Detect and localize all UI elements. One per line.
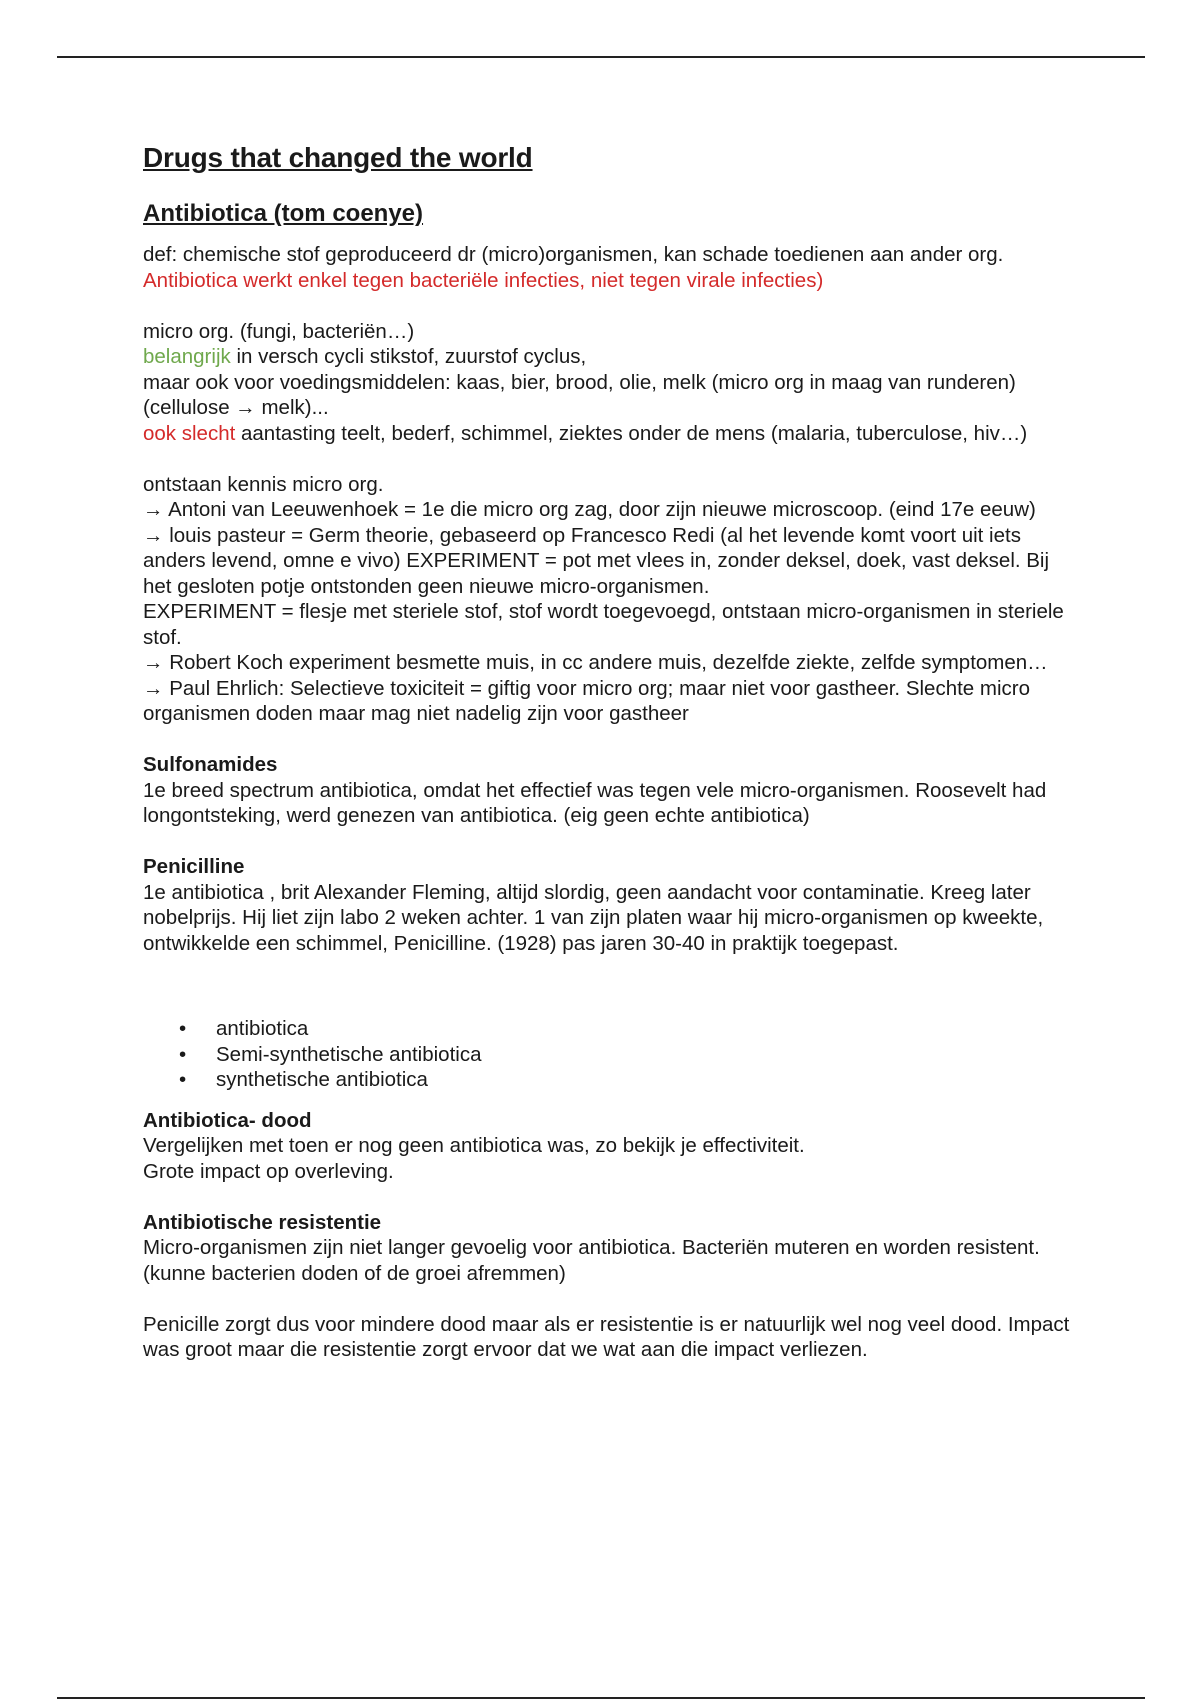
penicilline-heading: Penicilline bbox=[143, 855, 245, 878]
definition-paragraph bbox=[143, 242, 1083, 293]
penicilline-text: 1e antibiotica , brit Alexander Fleming, altijd slordig, geen aandacht voor contaminatie. Kreeg later nobelprijs. Hij liet zijn labo 2 weken achter. 1 van zijn platen waar hij micro-organismen op kweekte, ontwikkelde een schimmel, Penicilline. (1928) pas jaren 30-40 in praktijk toegepast. bbox=[143, 880, 1044, 955]
definition-highlight: Antibiotica werkt enkel tegen bacteriële infecties, niet tegen virale infecties) bbox=[143, 268, 824, 292]
dood-line-2: Grote impact op overleving. bbox=[143, 1159, 394, 1183]
micro-bad-word: ook slecht bbox=[143, 421, 236, 445]
micro-bad-rest: aantasting teelt, bederf, schimmel, ziektes onder de mens (malaria, tuberculose, hiv…) bbox=[235, 421, 1028, 445]
micro-good-word: belangrijk bbox=[143, 345, 231, 368]
list-item: • antibiotica bbox=[216, 1016, 1083, 1042]
history-intro: ontstaan kennis micro org. bbox=[143, 472, 384, 496]
resistentie-heading: Antibiotische resistentie bbox=[143, 1210, 382, 1234]
list-item: • Semi-synthetische antibiotica bbox=[216, 1042, 1083, 1068]
header-rule bbox=[57, 56, 1145, 58]
antibiotica-type-list bbox=[143, 1016, 1083, 1093]
document-page bbox=[143, 140, 1083, 1363]
section-title: Antibiotica (tom coenye) bbox=[143, 200, 424, 227]
micro-bad-line bbox=[143, 421, 1083, 447]
list-item: • synthetische antibiotica bbox=[216, 1067, 1083, 1093]
micro-good-rest: in versch cycli stikstof, zuurstof cyclus, bbox=[230, 345, 587, 368]
micro-good-line bbox=[143, 344, 1083, 370]
micro-org-line: micro org. (fungi, bacteriën…) bbox=[143, 319, 415, 343]
resistentie-conclusion: Penicille zorgt dus voor mindere dood maar als er resistentie is er natuurlijk wel nog veel dood. Impact was groot maar die resistentie zorgt ervoor dat we wat aan die impact verliezen. bbox=[143, 1312, 1070, 1361]
definition-text: def: chemische stof geproduceerd dr (micro)organismen, kan schade toedienen aan ander org. bbox=[143, 243, 1004, 266]
resistentie-text: Micro-organismen zijn niet langer gevoelig voor antibiotica. Bacteriën muteren en worden resistent. (kunne bacterien doden of de groei afremmen) bbox=[143, 1236, 1040, 1285]
history-experiment: EXPERIMENT = flesje met steriele stof, stof wordt toegevoegd, ontstaan micro-organismen in steriele stof. bbox=[143, 600, 1064, 649]
dood-line-1: Vergelijken met toen er nog geen antibiotica was, zo bekijk je effectiviteit. bbox=[143, 1134, 805, 1157]
history-ehrlich: → Paul Ehrlich: Selectieve toxiciteit = giftig voor micro org; maar niet voor gastheer. Slechte micro organismen doden maar mag niet nadelig zijn voor gastheer bbox=[143, 676, 1031, 725]
history-leeuwenhoek: → Antoni van Leeuwenhoek = 1e die micro org zag, door zijn nieuwe microscoop. (eind 17e eeuw) bbox=[143, 498, 1036, 521]
micro-food-line: maar ook voor voedingsmiddelen: kaas, bier, brood, olie, melk (micro org in maag van runderen)(cellulose → melk)... bbox=[143, 370, 1016, 419]
sulfonamides-text: 1e breed spectrum antibiotica, omdat het effectief was tegen vele micro-organismen. Roosevelt had longontsteking, werd genezen van antibiotica. (eig geen echte antibiotica) bbox=[143, 778, 1047, 827]
sulfonamides-heading: Sulfonamides bbox=[143, 753, 278, 776]
history-koch: → Robert Koch experiment besmette muis, in cc andere muis, dezelfde ziekte, zelfde symptomen… bbox=[143, 651, 1048, 674]
history-pasteur: → louis pasteur = Germ theorie, gebaseerd op Francesco Redi (al het levende komt voort uit iets anders levend, omne e vivo) EXPERIMENT = pot met vlees in, zonder deksel, doek, vast deksel. Bij het gesloten potje ontstonden geen nieuwe micro-organismen. bbox=[143, 523, 1050, 598]
footer-rule bbox=[57, 1697, 1145, 1699]
dood-heading: Antibiotica- dood bbox=[143, 1108, 312, 1132]
document-title: Drugs that changed the world bbox=[143, 142, 533, 173]
